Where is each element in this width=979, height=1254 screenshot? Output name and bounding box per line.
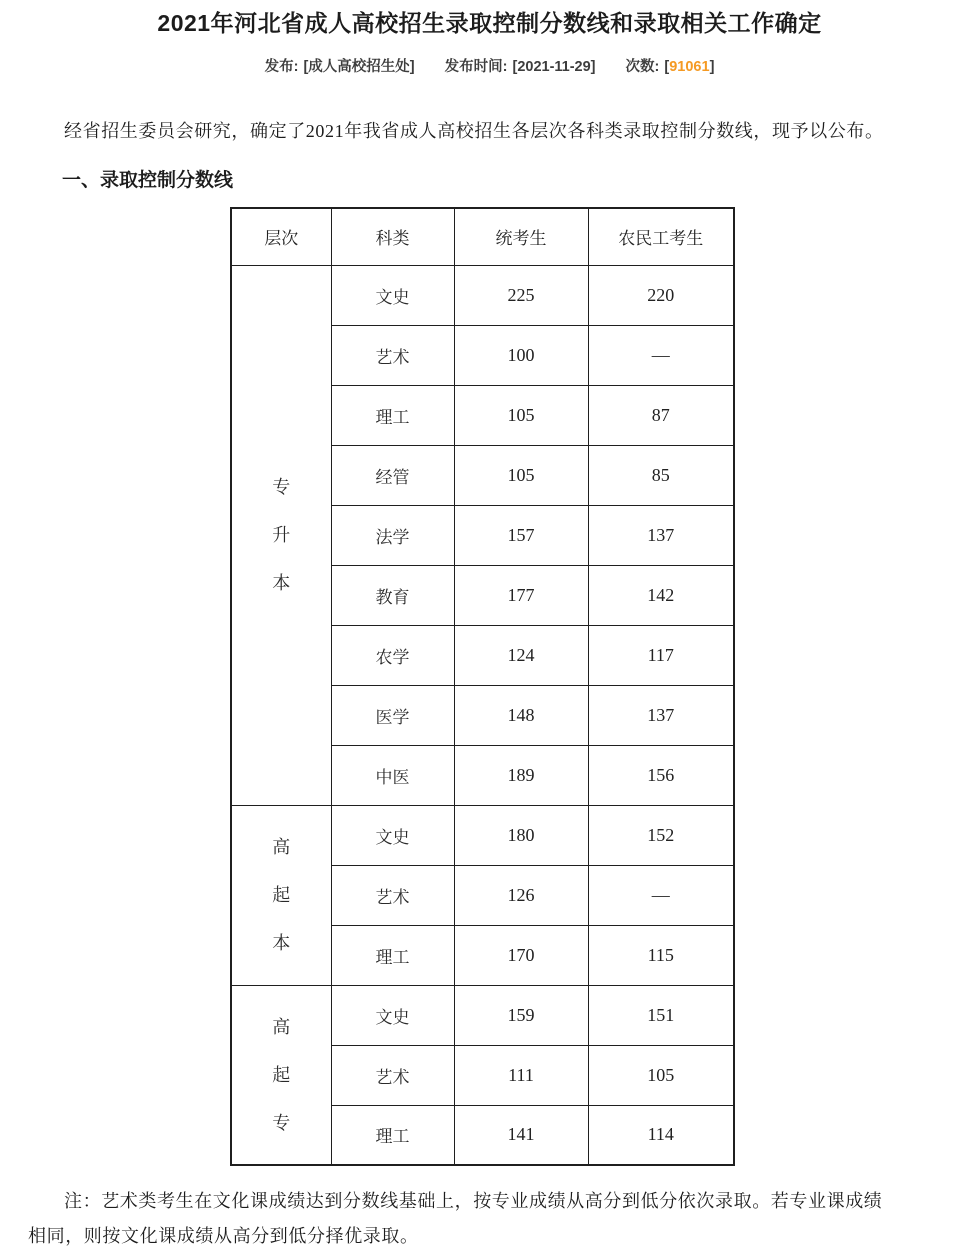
category-cell: 法学: [331, 505, 454, 565]
category-cell: 理工: [331, 385, 454, 445]
migrant-score-cell: 137: [588, 685, 734, 745]
unified-score-cell: 124: [454, 625, 588, 685]
announcement-page: [0, 10, 979, 1254]
col-header-unified: 统考生: [454, 208, 588, 265]
level-label: 专升本: [272, 477, 291, 593]
table-row: [231, 805, 734, 865]
unified-score-cell: 170: [454, 925, 588, 985]
meta-views: [626, 59, 715, 75]
col-header-level: 层次: [231, 208, 331, 265]
unified-score-cell: 126: [454, 865, 588, 925]
score-table: [230, 207, 735, 1166]
category-cell: 艺术: [331, 865, 454, 925]
category-cell: 农学: [331, 625, 454, 685]
unified-score-cell: 105: [454, 445, 588, 505]
publish-time-value: [2021-11-29]: [512, 59, 596, 75]
unified-score-cell: 189: [454, 745, 588, 805]
category-cell: 文史: [331, 805, 454, 865]
views-bracket-close: ]: [709, 59, 715, 75]
category-cell: 教育: [331, 565, 454, 625]
migrant-score-cell: 142: [588, 565, 734, 625]
migrant-score-cell: 220: [588, 265, 734, 325]
migrant-score-cell: 117: [588, 625, 734, 685]
level-cell-2: [231, 985, 331, 1165]
unified-score-cell: 148: [454, 685, 588, 745]
migrant-score-cell: —: [588, 865, 734, 925]
category-cell: 医学: [331, 685, 454, 745]
publish-time-label: 发布时间:: [444, 59, 508, 75]
publisher-value: [成人高校招生处]: [303, 59, 415, 75]
level-label: 高起专: [272, 1016, 291, 1133]
migrant-score-cell: 115: [588, 925, 734, 985]
migrant-score-cell: 114: [588, 1105, 734, 1165]
migrant-score-cell: 85: [588, 445, 734, 505]
unified-score-cell: 159: [454, 985, 588, 1045]
level-label: 高起本: [272, 837, 291, 953]
unified-score-cell: 105: [454, 385, 588, 445]
col-header-category: 科类: [331, 208, 454, 265]
score-table-head: [231, 208, 734, 265]
migrant-score-cell: 151: [588, 985, 734, 1045]
views-bracket-open: [: [664, 59, 670, 75]
header-row: [231, 208, 734, 265]
level-cell-1: [231, 805, 331, 985]
category-cell: 艺术: [331, 325, 454, 385]
unified-score-cell: 225: [454, 265, 588, 325]
unified-score-cell: 177: [454, 565, 588, 625]
category-cell: 艺术: [331, 1045, 454, 1105]
migrant-score-cell: —: [588, 325, 734, 385]
intro-paragraph: 经省招生委员会研究，确定了2021年我省成人高校招生各层次各科类录取控制分数线，现予以公布。: [64, 121, 884, 141]
views-count: 91061: [669, 59, 710, 75]
category-cell: 经管: [331, 445, 454, 505]
category-cell: 理工: [331, 1105, 454, 1165]
migrant-score-cell: 137: [588, 505, 734, 565]
publisher-label: 发布:: [264, 59, 299, 75]
migrant-score-cell: 156: [588, 745, 734, 805]
score-table-body: [231, 265, 734, 1165]
section-heading: 一、录取控制分数线: [62, 170, 234, 191]
migrant-score-cell: 152: [588, 805, 734, 865]
meta-publish-time: [445, 59, 596, 75]
unified-score-cell: 180: [454, 805, 588, 865]
table-row: [231, 985, 734, 1045]
migrant-score-cell: 105: [588, 1045, 734, 1105]
unified-score-cell: 141: [454, 1105, 588, 1165]
category-cell: 文史: [331, 985, 454, 1045]
meta-bar: [0, 58, 979, 77]
col-header-migrant: 农民工考生: [588, 208, 734, 265]
migrant-score-cell: 87: [588, 385, 734, 445]
views-label: 次数:: [625, 59, 660, 75]
table-row: [231, 265, 734, 325]
level-cell-0: [231, 265, 331, 805]
category-cell: 中医: [331, 745, 454, 805]
unified-score-cell: 100: [454, 325, 588, 385]
page-title: 2021年河北省成人高校招生录取控制分数线和录取相关工作确定: [157, 10, 822, 36]
unified-score-cell: 157: [454, 505, 588, 565]
meta-publisher: [265, 59, 415, 75]
category-cell: 理工: [331, 925, 454, 985]
category-cell: 文史: [331, 265, 454, 325]
note-text: 注：艺术类考生在文化课成绩达到分数线基础上，按专业成绩从高分到低分依次录取。若专业课成绩相同，则按文化课成绩从高分到低分择优录取。: [28, 1191, 883, 1246]
unified-score-cell: 111: [454, 1045, 588, 1105]
